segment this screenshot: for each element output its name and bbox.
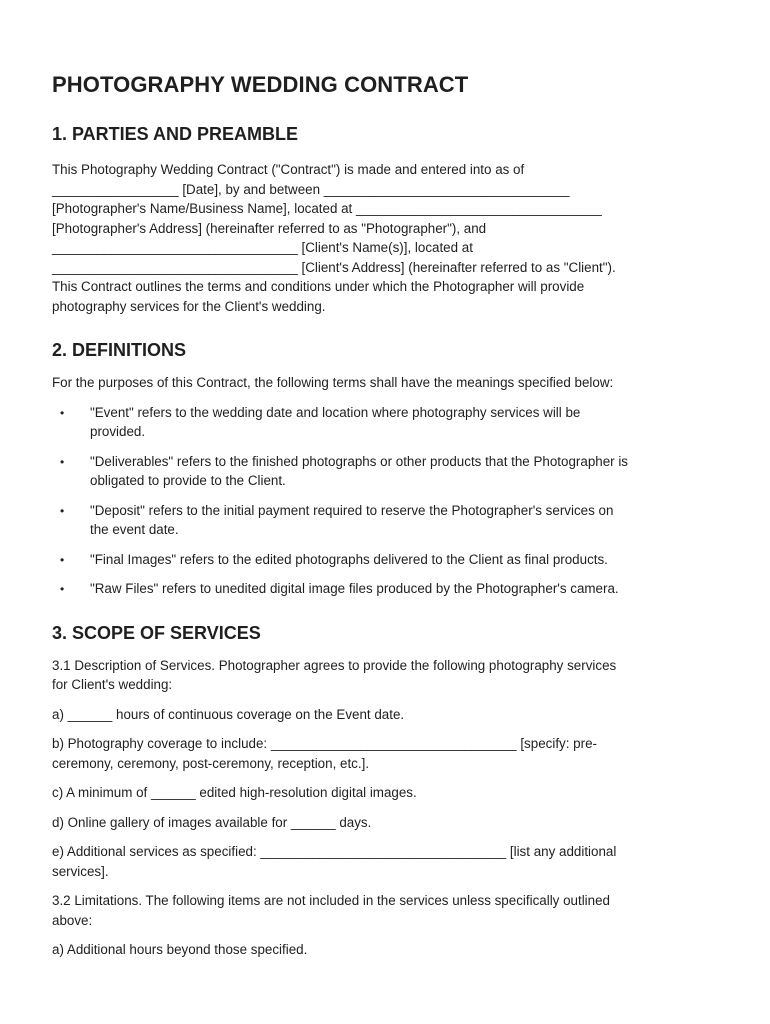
definition-text: obligated to provide to the Client. <box>90 473 286 488</box>
preamble-line: [Photographer's Name/Business Name], located at _________________________________ <box>52 201 602 216</box>
definition-item-deliverables <box>52 452 717 491</box>
scope-description <box>52 656 717 695</box>
preamble-line: _________________ [Date], by and between _________________________________ <box>52 181 570 197</box>
definition-text: "Deliverables" refers to the finished photographs or other products that the Photographer is <box>90 453 629 469</box>
service-item-c: c) A minimum of ______ edited high-resolution digital images. <box>52 785 417 800</box>
definition-text: the event date. <box>90 522 179 537</box>
limitation-item-a: a) Additional hours beyond those specified. <box>52 942 308 957</box>
definitions-list <box>52 403 717 599</box>
definition-text: "Deposit" refers to the initial payment required to reserve the Photographer's services on <box>90 502 614 518</box>
preamble-line: photography services for the Client's wedding. <box>52 298 326 314</box>
section-heading-definitions: 2. DEFINITIONS <box>52 340 187 360</box>
preamble-line: _________________________________ [Client's Name(s)], located at <box>52 240 473 255</box>
definition-item-final-images <box>52 550 717 570</box>
section-heading-parties: 1. PARTIES AND PREAMBLE <box>52 124 299 144</box>
definition-item-raw-files <box>52 579 717 599</box>
bullet-icon: • <box>60 552 65 567</box>
scope-line: for Client's wedding: <box>52 677 173 692</box>
definitions-intro: For the purposes of this Contract, the following terms shall have the meanings specified below: <box>52 375 614 390</box>
service-line: ceremony, ceremony, post-ceremony, reception, etc.]. <box>52 755 370 771</box>
definition-text: "Raw Files" refers to unedited digital image files produced by the Photographer's camera. <box>90 581 619 596</box>
preamble-paragraph <box>52 160 717 316</box>
limitations-paragraph <box>52 891 717 930</box>
bullet-icon: • <box>60 582 65 596</box>
scope-line: 3.1 Description of Services. Photographer agrees to provide the following photography services <box>52 657 617 673</box>
document-title: PHOTOGRAPHY WEDDING CONTRACT <box>52 72 469 97</box>
service-line: e) Additional services as specified: _________________________________ [list any additional <box>52 844 617 859</box>
bullet-icon: • <box>60 405 65 420</box>
definition-item-event <box>52 403 717 442</box>
preamble-line: _________________________________ [Client's Address] (hereinafter referred to as "Client"). <box>52 259 616 275</box>
section-heading-scope: 3. SCOPE OF SERVICES <box>52 622 261 643</box>
definition-text: "Event" refers to the wedding date and location where photography services will be <box>90 404 581 420</box>
service-item-b <box>52 734 717 773</box>
service-item-d: d) Online gallery of images available for ______ days. <box>52 814 372 830</box>
limitations-line: 3.2 Limitations. The following items are not included in the services unless specifically outlined <box>52 893 610 908</box>
bullet-icon: • <box>60 503 65 518</box>
preamble-line: This Photography Wedding Contract ("Contract") is made and entered into as of <box>52 162 525 177</box>
preamble-line: This Contract outlines the terms and conditions under which the Photographer will provide <box>52 279 585 294</box>
service-line: services]. <box>52 863 109 879</box>
preamble-line: [Photographer's Address] (hereinafter referred to as "Photographer"), and <box>52 220 487 236</box>
definition-text: provided. <box>90 424 146 439</box>
definition-text: "Final Images" refers to the edited photographs delivered to the Client as final products. <box>90 551 608 567</box>
service-line: b) Photography coverage to include: _________________________________ [specify: pre- <box>52 736 597 751</box>
bullet-icon: • <box>60 454 65 469</box>
service-item-a: a) ______ hours of continuous coverage on the Event date. <box>52 706 405 722</box>
contract-page <box>52 70 717 960</box>
service-item-e <box>52 842 717 881</box>
limitations-line: above: <box>52 912 93 928</box>
definition-item-deposit <box>52 501 717 540</box>
